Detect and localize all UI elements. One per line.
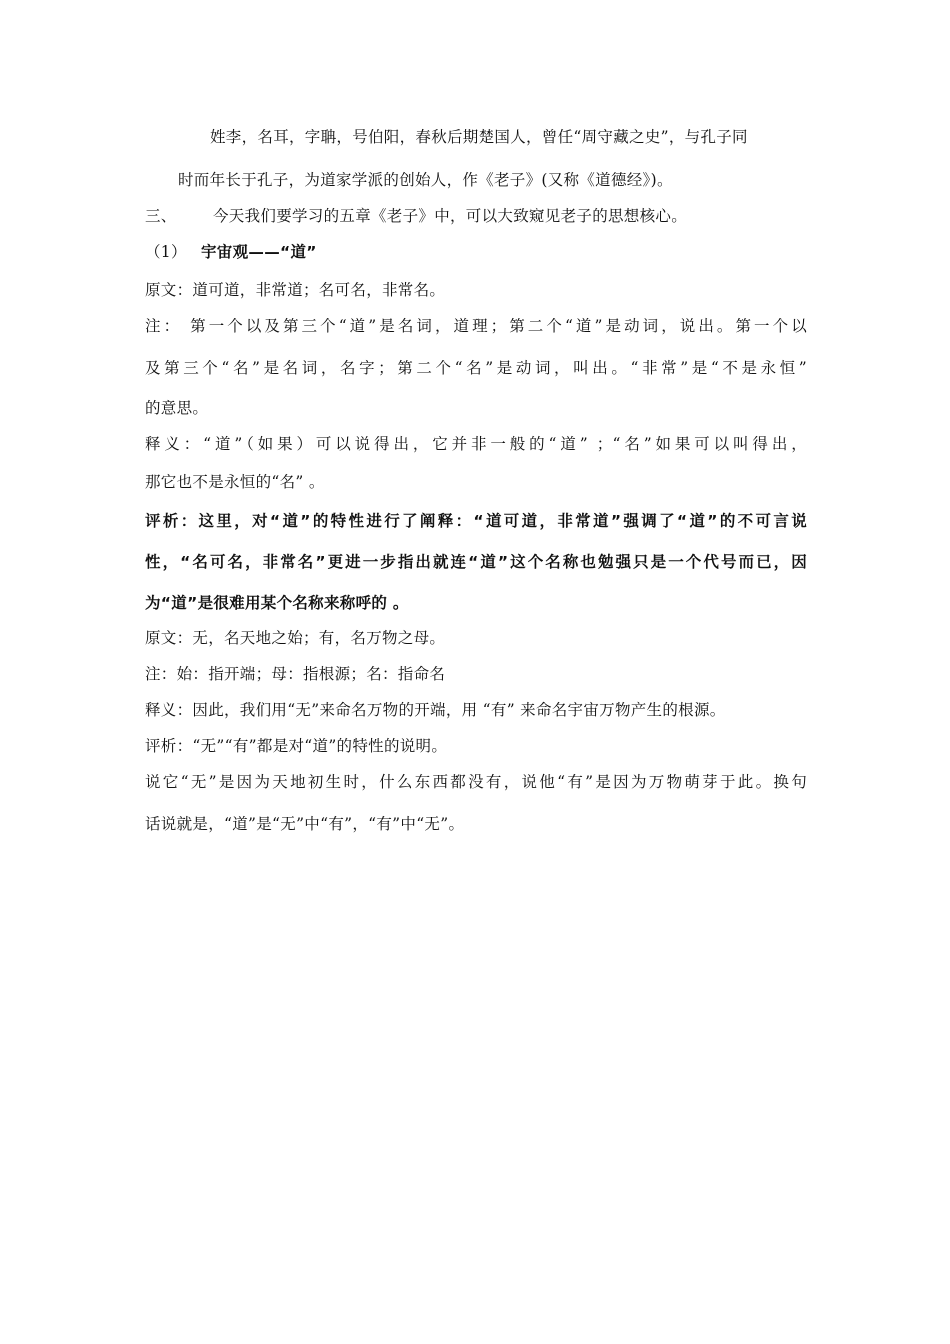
yuanwen-2: 原文：无，名天地之始；有，名万物之母。	[145, 629, 446, 647]
extra-line-1: 说它“无”是因为天地初生时，什么东西都没有，说他“有”是因为万物萌芽于此。换句	[145, 773, 807, 791]
intro-line-2: 时而年长于孔子，为道家学派的创始人，作《老子》(又称《道德经》)。	[178, 171, 673, 189]
pingxi-2: 评析：“无”“有”都是对“道”的特性的说明。	[145, 737, 448, 755]
pingxi-1-line-2: 性，“名可名，非常名”更进一步指出就连“道”这个名称也勉强只是一个代号而已，因	[145, 553, 807, 571]
part-1-heading-number: （1）	[145, 243, 187, 261]
zhu-1-line-2: 及第三个“名”是名词，名字；第二个“名”是动词，叫出。“非常”是“不是永恒”	[145, 359, 807, 377]
zhu-1-line-1: 注： 第一个以及第三个“道”是名词，道理；第二个“道”是动词，说出。第一个以	[145, 317, 807, 335]
part-1-heading	[145, 242, 317, 262]
section-3	[145, 206, 687, 226]
intro-line-1: 姓李，名耳，字聃，号伯阳，春秋后期楚国人，曾任“周守藏之史”，与孔子同	[210, 128, 748, 146]
pingxi-1-line-3: 为“道”是很难用某个名称来称呼的 。	[145, 594, 409, 612]
shiyi-1-line-2: 那它也不是永恒的“名” 。	[145, 473, 325, 491]
pingxi-1-line-1: 评析：这里，对“道”的特性进行了阐释：“道可道，非常道”强调了“道”的不可言说	[145, 512, 807, 530]
section-3-text: 今天我们要学习的五章《老子》中，可以大致窥见老子的思想核心。	[213, 207, 688, 225]
shiyi-2: 释义：因此，我们用“无”来命名万物的开端，用 “有” 来命名宇宙万物产生的根源。	[145, 701, 726, 719]
part-1-heading-text: 宇宙观——“道”	[201, 243, 317, 261]
yuanwen-1: 原文：道可道，非常道；名可名，非常名。	[145, 281, 446, 299]
zhu-1-line-3: 的意思。	[145, 399, 209, 417]
shiyi-1-line-1: 释义：“道”（如果）可以说得出，它并非一般的“道” ；“名”如果可以叫得出，	[145, 435, 807, 453]
extra-line-2: 话说就是，“道”是“无”中“有”，“有”中“无”。	[145, 815, 465, 833]
zhu-2: 注：始：指开端；母：指根源；名：指命名	[145, 665, 446, 683]
section-3-number: 三、	[145, 207, 177, 225]
